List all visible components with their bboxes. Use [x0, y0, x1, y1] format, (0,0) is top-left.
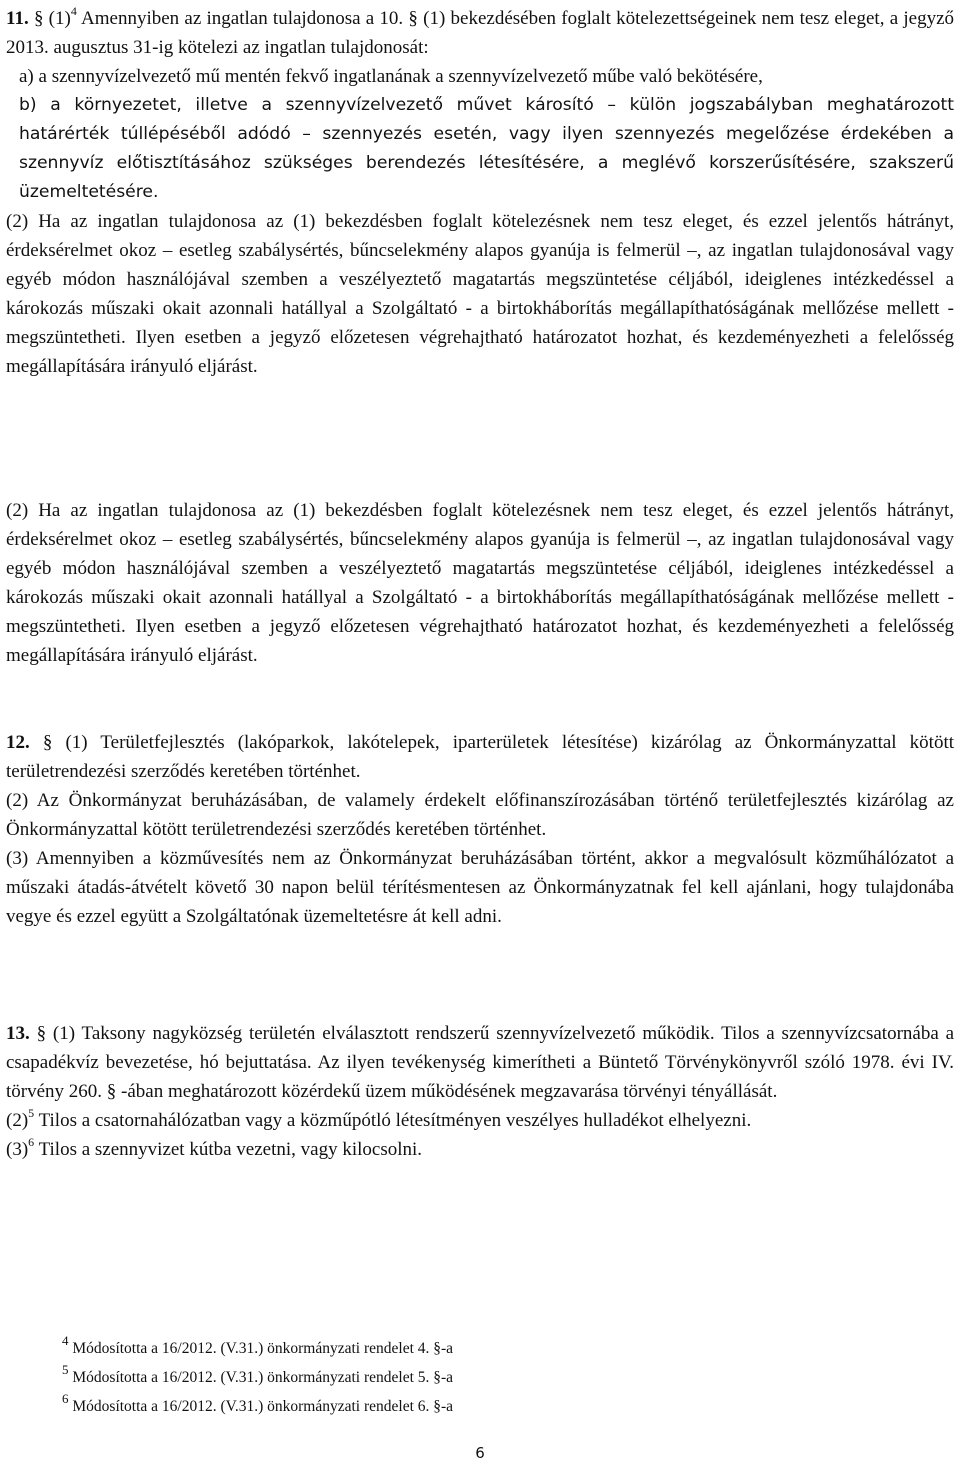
section-sign: §	[433, 1340, 442, 1357]
section-13	[6, 1019, 954, 1164]
paragraph-label: (1)	[48, 8, 71, 29]
footnote	[62, 1392, 942, 1421]
section-11	[6, 4, 954, 381]
footnote-number: 5	[62, 1362, 69, 1377]
footnote-ref: 6	[28, 1135, 35, 1149]
footnote-number: 4	[62, 1333, 69, 1348]
paragraph-text: Tilos a csatornahálózatban vagy a közműpótló létesítményen veszélyes hulladékot elhelyezni.	[38, 1110, 752, 1131]
s11-paragraph-2-repeat-block	[6, 496, 954, 670]
footnote-text: Módosította a 16/2012. (V.31.) önkormányzati rendelet 4.	[72, 1340, 430, 1357]
s12-paragraph-3: (3) Amennyiben a közművesítés nem az Önkormányzat beruházásában történt, akkor a megvalósult közműhálózatot a műszaki átadás-átvételt követő 30 napon belül térítésmentesen az Önkormányzatnak fel kell ajánlani, hogy tulajdonába vegye és ezzel együtt a Szolgáltatónak üzemeltetésre át kell adni.	[6, 848, 954, 927]
section-sign: §	[33, 8, 44, 29]
section-12	[6, 728, 954, 931]
footnote-suffix: -a	[441, 1398, 454, 1415]
section-sign: §	[42, 732, 53, 753]
paragraph-text: (1) Taksony nagyközség területén elválasztott rendszerű szennyvízelvezető működik. Tilos a szennyvízcsatornába a csapadékvíz bevezetése, hó bejuttatása. Az ilyen tevékenység kimerítheti a Büntető Törvénykönyvről szóló 1978. évi IV. törvény 260.	[6, 1023, 955, 1102]
paragraph-text: -ában meghatározott közérdekű üzem működésének megzavarása törvényi tényállását.	[121, 1081, 778, 1102]
page-number: 6	[475, 1444, 485, 1462]
s13-paragraph-1	[6, 1019, 954, 1106]
s13-paragraph-3	[6, 1135, 954, 1164]
s12-paragraph-1	[6, 728, 954, 786]
footnote-suffix: -a	[441, 1340, 454, 1357]
section-number: 12.	[6, 732, 30, 753]
s13-paragraph-2	[6, 1106, 954, 1135]
paragraph-text: Tilos a szennyvizet kútba vezetni, vagy kilocsolni.	[38, 1139, 423, 1160]
s11-item-a: a) a szennyvízelvezető mű mentén fekvő ingatlanának a szennyvízelvezető műbe való bekötésére,	[19, 66, 763, 87]
s11-paragraph-2: (2) Ha az ingatlan tulajdonosa az (1) bekezdésben foglalt kötelezésnek nem tesz eleget, és ezzel jelentős hátrányt, érdeksérelmet okoz – esetleg szabálysértés, bűncselekmény alapos gyanúja is felmerül –, az ingatlan tulajdonosával vagy egyéb módon használójával szemben a veszélyeztető magatartás megszüntetése céljából, ideiglenes intézkedéssel a károkozás műszaki okait azonnali hatállyal a Szolgáltató - a birtokháborítás megállapíthatóságának mellőzése mellett - megszüntetheti. Ilyen esetben a jegyző előzetesen végrehajtható határozatot hozhat, és kezdeményezheti a felelősség megállapítására irányuló eljárást.	[6, 211, 954, 377]
paragraph-text: Amennyiben az ingatlan tulajdonosa a 10. § (1) bekezdésében foglalt kötelezettségeinek nem tesz eleget, a jegyző 2013. augusztus 31-ig kötelezi az ingatlan tulajdonosát:	[6, 8, 954, 58]
section-sign: §	[106, 1081, 117, 1102]
footnote-number: 6	[62, 1391, 69, 1406]
paragraph-label: (3)	[6, 1139, 29, 1160]
paragraph-label: (2)	[6, 1110, 29, 1131]
s11-paragraph-2-repeat: (2) Ha az ingatlan tulajdonosa az (1) bekezdésben foglalt kötelezésnek nem tesz eleget, és ezzel jelentős hátrányt, érdeksérelmet okoz – esetleg szabálysértés, bűncselekmény alapos gyanúja is felmerül –, az ingatlan tulajdonosával vagy egyéb módon használójával szemben a veszélyeztető magatartás megszüntetése céljából, ideiglenes intézkedéssel a károkozás műszaki okait azonnali hatállyal a Szolgáltató - a birtokháborítás megállapíthatóságának mellőzése mellett - megszüntetheti. Ilyen esetben a jegyző előzetesen végrehajtható határozatot hozhat, és kezdeményezheti a felelősség megállapítására irányuló eljárást.	[6, 500, 954, 666]
footnote-ref: 4	[70, 4, 77, 18]
section-sign: §	[433, 1398, 442, 1415]
footnote-text: Módosította a 16/2012. (V.31.) önkormányzati rendelet 6.	[72, 1398, 430, 1415]
footnote-ref: 5	[28, 1106, 35, 1120]
section-sign: §	[433, 1369, 442, 1386]
section-number: 13.	[6, 1023, 30, 1044]
footnote-suffix: -a	[441, 1369, 454, 1386]
paragraph-text: (1) Területfejlesztés (lakóparkok, lakótelepek, iparterületek létesítése) kizárólag az Önkormányzattal kötött területrendezési szerződés keretében történhet.	[6, 732, 955, 782]
footnotes	[62, 1334, 942, 1421]
footnote	[62, 1334, 942, 1363]
section-number: 11.	[6, 8, 29, 29]
footnote-text: Módosította a 16/2012. (V.31.) önkormányzati rendelet 5.	[72, 1369, 430, 1386]
footnote	[62, 1363, 942, 1392]
s12-paragraph-2: (2) Az Önkormányzat beruházásában, de valamely érdekelt előfinanszírozásában történő területfejlesztés kizárólag az Önkormányzattal kötött területrendezési szerződés keretében történhet.	[6, 790, 954, 840]
s11-item-b: b) a környezetet, illetve a szennyvízelvezető művet károsító – külön jogszabályban meghatározott határérték túllépéséből adódó – szennyezés esetén, vagy ilyen szennyezés megelőzése érdekében a szennyvíz előtisztításához szükséges berendezés létesítésére, a meglévő korszerűsítésére, szakszerű üzemeltetésére.	[19, 95, 954, 202]
s11-paragraph-1	[6, 4, 954, 62]
section-sign: §	[36, 1023, 47, 1044]
